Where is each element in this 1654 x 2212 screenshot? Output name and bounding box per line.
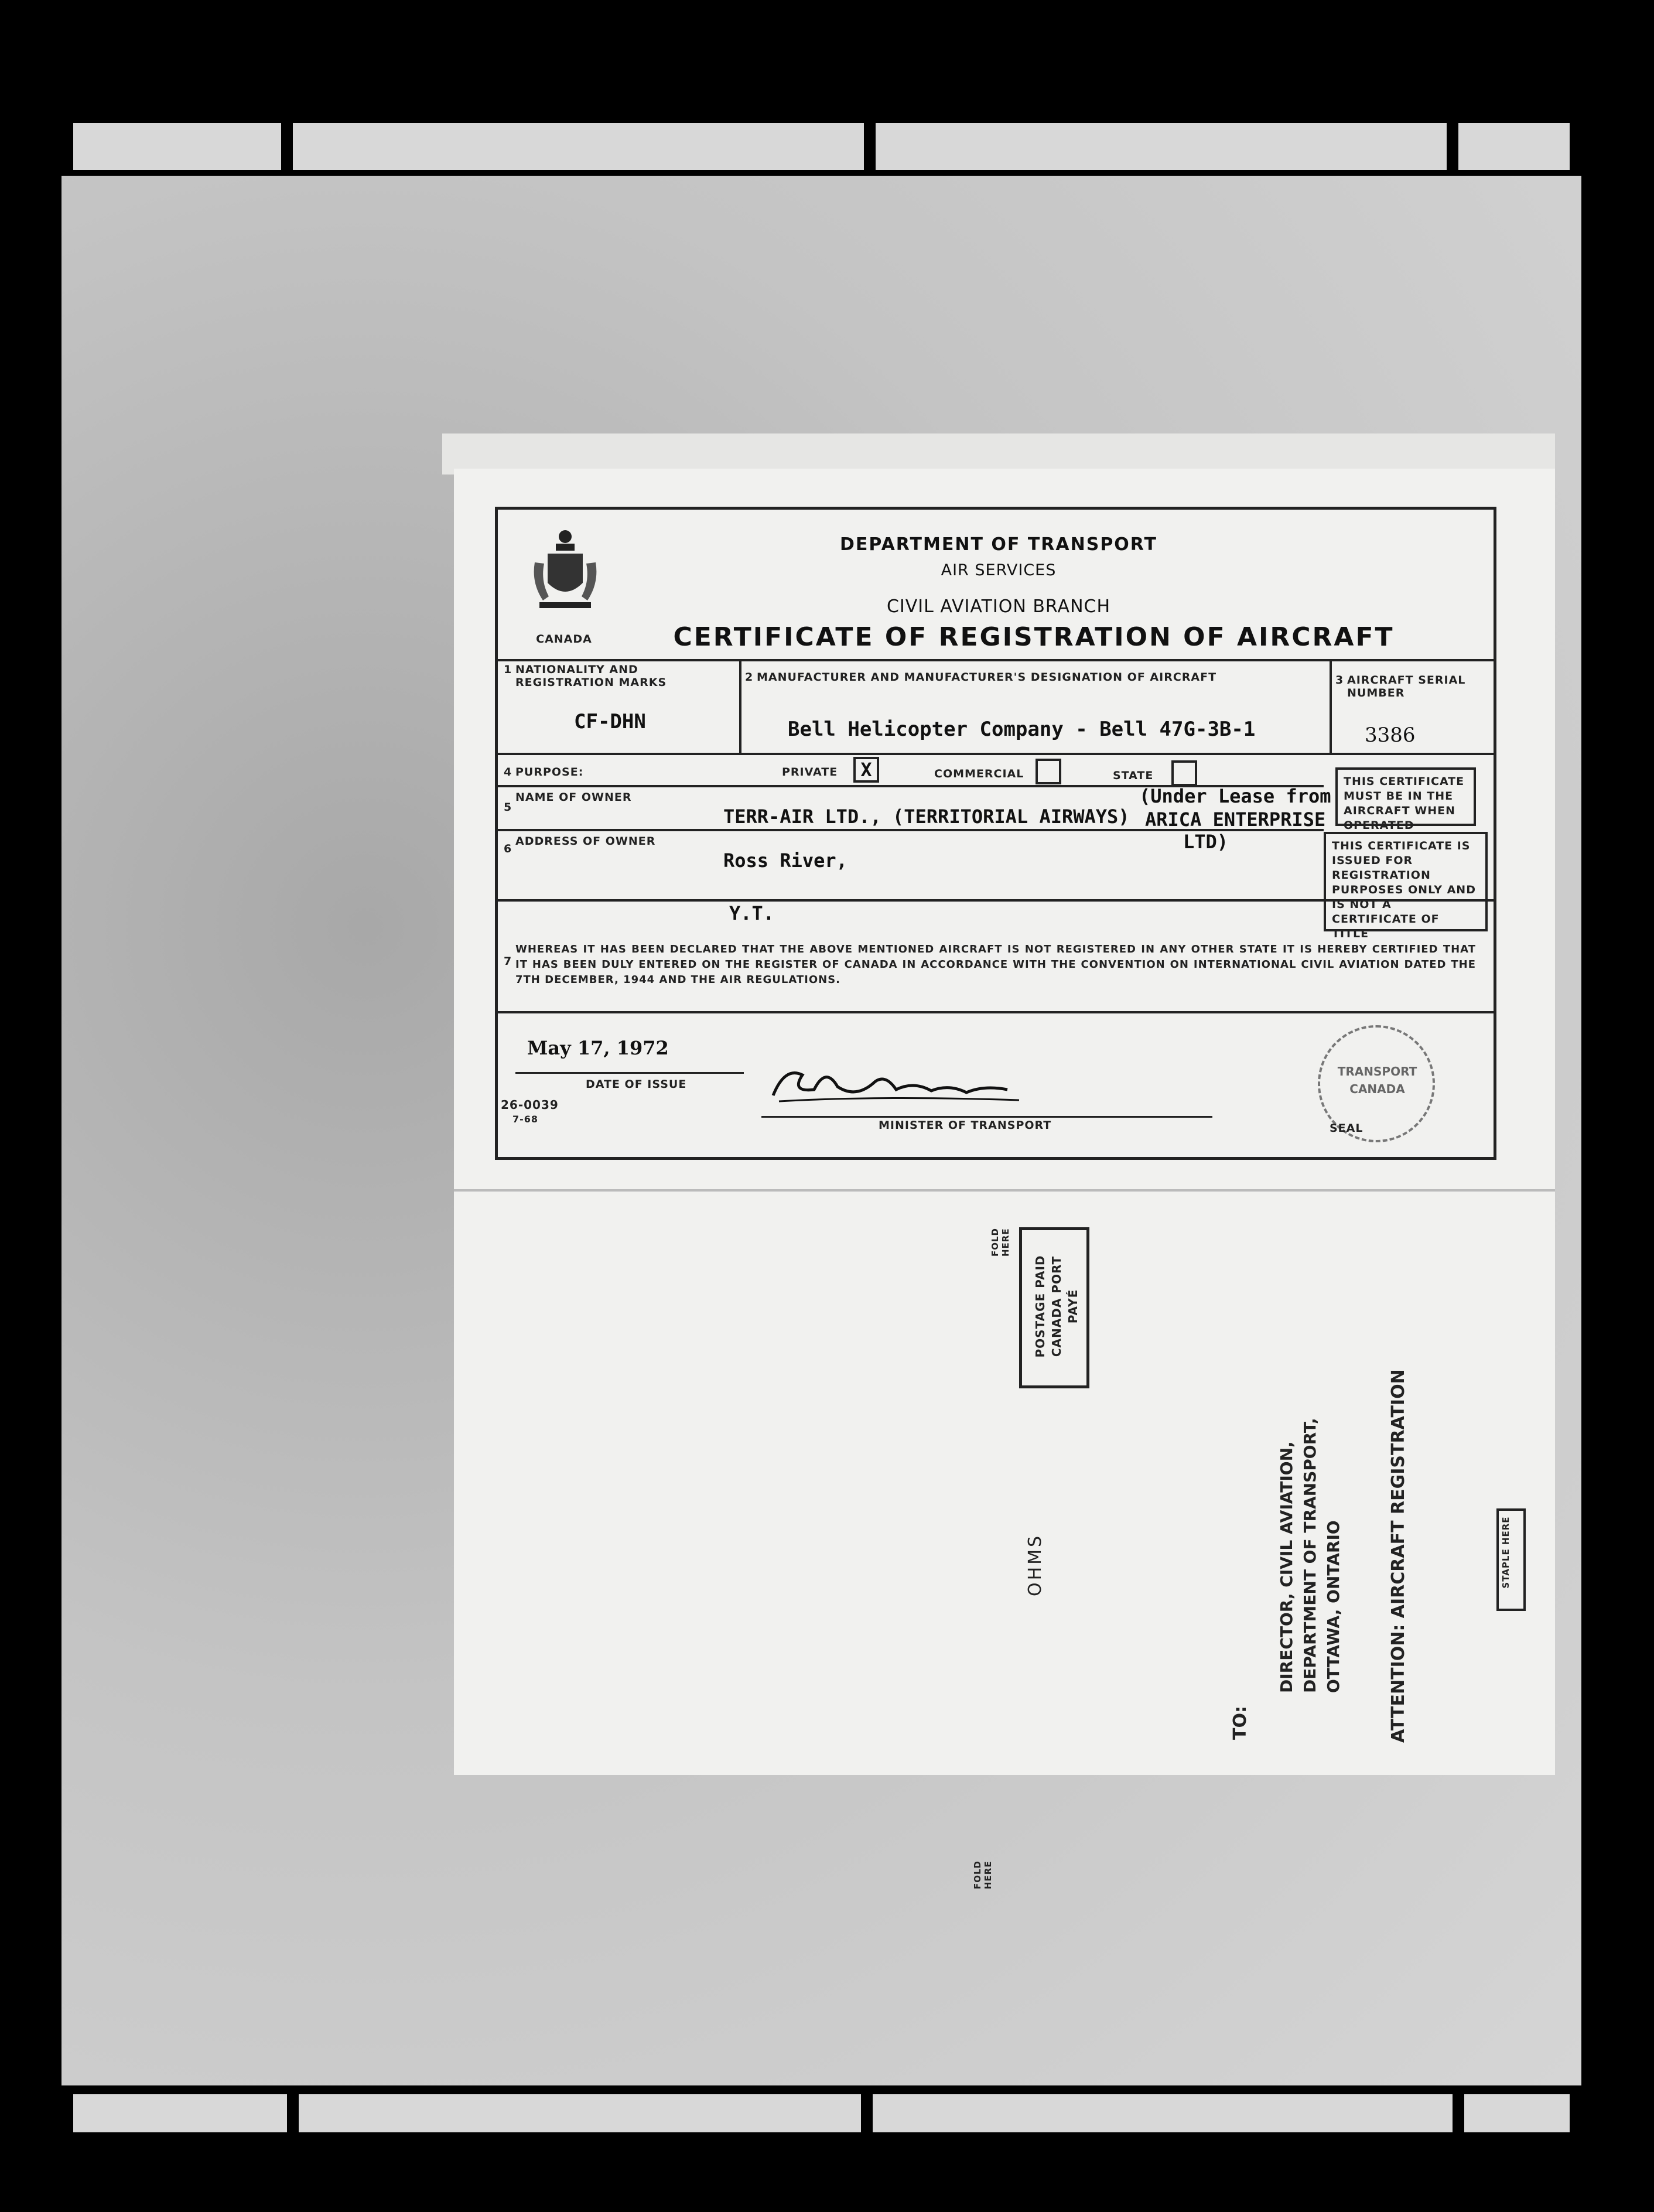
signature-line — [761, 1116, 1212, 1118]
certificate-box — [495, 507, 1496, 1160]
title-note-box: THIS CERTIFICATE IS ISSUED FOR REGISTRATION PURPOSES ONLY AND IS NOT A CERTIFICATE OF TITLE — [1324, 832, 1488, 931]
staple-here-label: STAPLE HERE — [1501, 1516, 1511, 1589]
field-3-label: AIRCRAFT SERIAL NUMBER — [1347, 674, 1466, 699]
manufacturer-value: Bell Helicopter Company - Bell 47G-3B-1 — [788, 718, 1256, 741]
field-7-number: 7 — [504, 955, 512, 968]
aircraft-note-box: THIS CERTIFICATE MUST BE IN THE AIRCRAFT WHEN OPERATED — [1335, 767, 1476, 826]
film-frame-cell — [73, 123, 281, 170]
services-title: AIR SERVICES — [941, 561, 1057, 579]
rule — [1330, 659, 1332, 753]
private-check-mark: X — [860, 759, 872, 781]
purpose-state-label: STATE — [1113, 769, 1154, 782]
film-frame-cell — [293, 123, 864, 170]
film-frame-cell — [1458, 123, 1570, 170]
certificate-title: CERTIFICATE OF REGISTRATION OF AIRCRAFT — [673, 622, 1395, 652]
field-1-label: NATIONALITY AND REGISTRATION MARKS — [515, 663, 667, 689]
rule — [739, 659, 741, 753]
field-5-number: 5 — [504, 801, 512, 814]
fold-here-top: FOLD HERE — [990, 1227, 1011, 1257]
owner-address-label: ADDRESS OF OWNER — [515, 835, 656, 848]
film-frame-cell — [873, 2094, 1453, 2132]
field-6-number: 6 — [504, 842, 512, 855]
lease-line-2: ARICA ENTERPRISE — [1145, 808, 1326, 831]
film-frame-cell — [73, 2094, 287, 2132]
fold-line — [454, 1189, 1555, 1192]
date-of-issue-label: DATE OF ISSUE — [586, 1078, 687, 1091]
seal-text: TRANSPORT CANADA — [1337, 1064, 1417, 1096]
lease-line-1: (Under Lease from — [1139, 785, 1331, 807]
fold-here-bottom: FOLD HERE — [972, 1860, 993, 1889]
owner-address-line-1: Ross River, — [723, 849, 847, 872]
field-2-label: MANUFACTURER AND MANUFACTURER'S DESIGNATION OF AIRCRAFT — [757, 671, 1217, 684]
owner-address-line-2: Y.T. — [729, 902, 775, 924]
purpose-commercial-checkbox — [1036, 759, 1061, 784]
purpose-label: PURPOSE: — [515, 766, 584, 779]
field-2-number: 2 — [745, 671, 754, 684]
film-frame-cell — [876, 123, 1447, 170]
owner-name-label: NAME OF OWNER — [515, 791, 632, 804]
to-label: TO: — [1230, 1706, 1250, 1740]
purpose-private-checkbox — [853, 757, 879, 783]
department-title: DEPARTMENT OF TRANSPORT — [839, 534, 1158, 555]
date-underline — [515, 1072, 744, 1074]
address-line-3: OTTAWA, ONTARIO — [1324, 1520, 1343, 1693]
field-4-number: 4 — [504, 766, 512, 779]
date-of-issue-value: May 17, 1972 — [527, 1037, 669, 1059]
film-frame-cell — [1464, 2094, 1570, 2132]
declaration-text: WHEREAS IT HAS BEEN DECLARED THAT THE ABOVE MENTIONED AIRCRAFT IS NOT REGISTERED IN ANY OTHER STATE IT IS HEREBY CERTIFIED THAT IT HAS BEEN DULY ENTERED ON THE REGISTER OF CANADA IN ACCORDANCE WITH THE CONVENTION ON INTERNATIONAL CIVIL AVIATION DATED THE 7TH DECEMBER, 1944 AND THE AIR REGULATIONS. — [515, 943, 1476, 986]
film-frame-cell — [299, 2094, 861, 2132]
minister-signature-icon — [761, 1049, 1043, 1113]
serial-number-value: 3386 — [1365, 723, 1416, 747]
purpose-private-label: PRIVATE — [782, 766, 838, 779]
field-3-number: 3 — [1335, 674, 1344, 687]
field-1-number: 1 — [504, 663, 512, 676]
minister-label: MINISTER OF TRANSPORT — [879, 1119, 1052, 1132]
rule — [498, 1011, 1494, 1013]
address-line-2: DEPARTMENT OF TRANSPORT, — [1300, 1418, 1320, 1693]
form-number: 26-0039 — [501, 1098, 559, 1112]
country-label: CANADA — [536, 633, 592, 646]
ohms-label: OHMS — [1025, 1533, 1045, 1596]
lease-line-3: LTD) — [1183, 831, 1229, 853]
purpose-commercial-label: COMMERCIAL — [934, 767, 1024, 780]
seal-label: SEAL — [1330, 1122, 1363, 1135]
rule — [498, 659, 1494, 661]
postage-text: POSTAGE PAID CANADA PORT PAYÉ — [1033, 1255, 1080, 1358]
attention-line: ATTENTION: AIRCRAFT REGISTRATION — [1388, 1369, 1409, 1743]
address-line-1: DIRECTOR, CIVIL AVIATION, — [1277, 1441, 1296, 1693]
owner-name-value: TERR-AIR LTD., (TERRITORIAL AIRWAYS) — [723, 805, 1130, 828]
purpose-state-checkbox — [1171, 760, 1197, 786]
registration-marks-value: CF-DHN — [574, 710, 646, 733]
branch-title: CIVIL AVIATION BRANCH — [886, 596, 1111, 617]
rule — [498, 753, 1494, 755]
form-date: 7-68 — [512, 1114, 539, 1125]
